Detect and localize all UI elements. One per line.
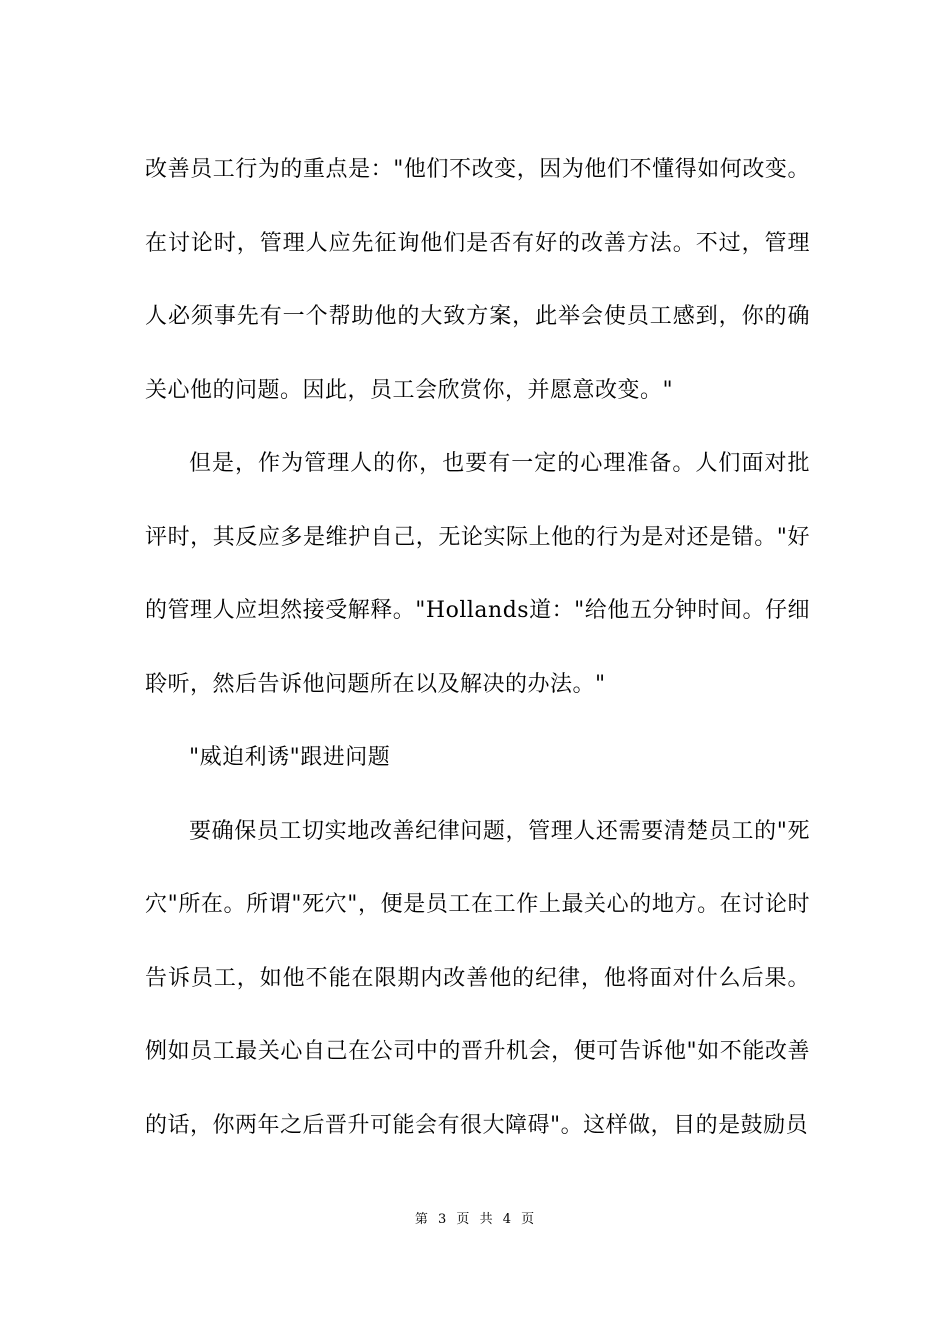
footer-prefix: 第 (414, 1212, 429, 1227)
footer-page-word: 页 (456, 1212, 471, 1227)
paragraph-3: 要确保员工切实地改善纪律问题，管理人还需要清楚员工的"死穴"所在。所谓"死穴"，便是员工在工作上最关心的地方。在讨论时告诉员工，如他不能在限期内改善他的纪律，他将面对什么后果。例如员工最关心自己在公司中的晋升机会，便可告诉他"如不能改善的话，你两年之后晋升可能会有很大障碍"。这样做，目的是鼓励员 (145, 818, 810, 1138)
footer-total-word: 共 (479, 1212, 494, 1227)
paragraph-2: 但是，作为管理人的你，也要有一定的心理准备。人们面对批评时，其反应多是维护自己，无论实际上他的行为是对还是错。"好的管理人应坦然接受解释。"Hollands道："给他五分钟时间。仔细聆听，然后告诉他问题所在以及解决的办法。" (145, 451, 810, 697)
footer-current-page: 3 (437, 1212, 448, 1227)
document-body (145, 133, 810, 1162)
paragraph-1: 改善员工行为的重点是："他们不改变，因为他们不懂得如何改变。在讨论时，管理人应先征询他们是否有好的改善方法。不过，管理人必须事先有一个帮助他的大致方案，此举会使员工感到，你的确关心他的问题。因此，员工会欣赏你，并愿意改变。" (145, 157, 810, 403)
footer-suffix: 页 (521, 1212, 536, 1227)
page-footer (0, 1208, 950, 1227)
section-heading: "威迫利诱"跟进问题 (189, 745, 391, 770)
footer-total-pages: 4 (502, 1212, 512, 1227)
